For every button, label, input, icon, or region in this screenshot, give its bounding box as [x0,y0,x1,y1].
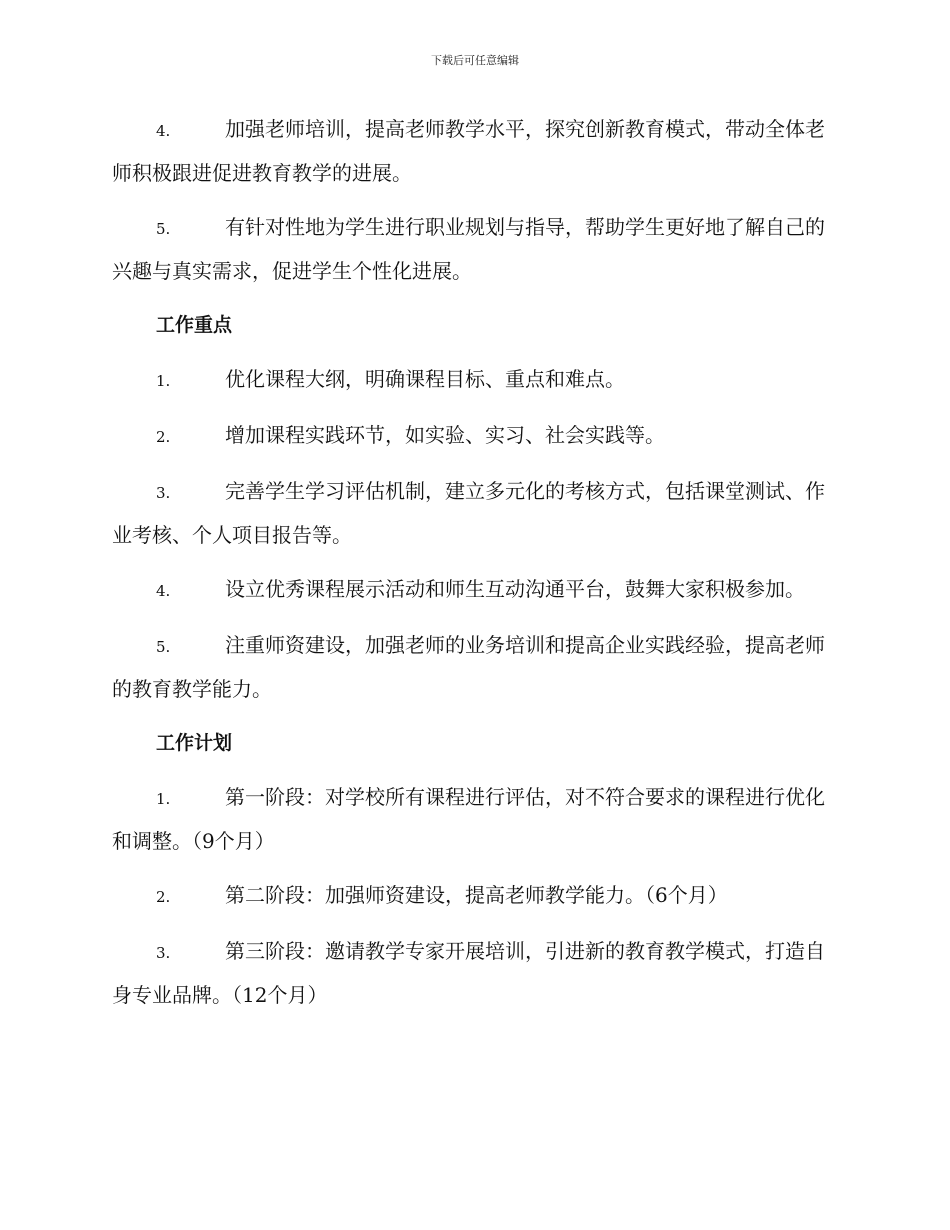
list-item [112,470,837,556]
list-item-number: 5. [156,220,171,238]
list-item-text: 加强老师培训，提高老师教学水平，探究创新教育模式，带动全体老师积极跟进促进教育教学的进展。 [112,117,825,185]
section-heading-work-focus: 工作重点 [156,314,233,336]
list-item [112,776,837,862]
list-item-text: 第一阶段：对学校所有课程进行评估，对不符合要求的课程进行优化和调整。（9个月） [112,785,825,853]
list-item-text: 增加课程实践环节，如实验、实习、社会实践等。 [225,423,665,447]
list-item [112,414,837,458]
page-header: 下载后可任意编辑 [431,54,519,67]
list-item-number: 3. [156,944,171,962]
document-body [112,108,837,1028]
list-item [112,568,837,612]
list-item [112,930,837,1016]
list-item-text: 优化课程大纲，明确课程目标、重点和难点。 [225,367,625,391]
list-item-number: 2. [156,888,171,906]
section-heading-work-plan: 工作计划 [156,732,233,754]
list-item-number: 1. [156,790,171,808]
list-item-number: 1. [156,372,171,390]
list-item-text: 有针对性地为学生进行职业规划与指导，帮助学生更好地了解自己的兴趣与真实需求，促进学生个性化进展。 [112,215,825,283]
list-item-text: 完善学生学习评估机制，建立多元化的考核方式，包括课堂测试、作业考核、个人项目报告等。 [112,479,825,547]
list-item-text: 第二阶段：加强师资建设，提高老师教学能力。（6个月） [225,883,728,907]
list-item [112,624,837,710]
list-item-text: 设立优秀课程展示活动和师生互动沟通平台，鼓舞大家积极参加。 [225,577,805,601]
list-item-text: 注重师资建设，加强老师的业务培训和提高企业实践经验，提高老师的教育教学能力。 [112,633,825,701]
list-item [112,358,837,402]
list-item-number: 2. [156,428,171,446]
list-item-text: 第三阶段：邀请教学专家开展培训，引进新的教育教学模式，打造自身专业品牌。（12个月） [112,939,825,1007]
list-item-number: 5. [156,638,171,656]
list-item-number: 4. [156,122,171,140]
list-item-number: 3. [156,484,171,502]
list-item [112,874,837,918]
list-item-number: 4. [156,582,171,600]
list-item [112,108,837,194]
list-item [112,206,837,292]
